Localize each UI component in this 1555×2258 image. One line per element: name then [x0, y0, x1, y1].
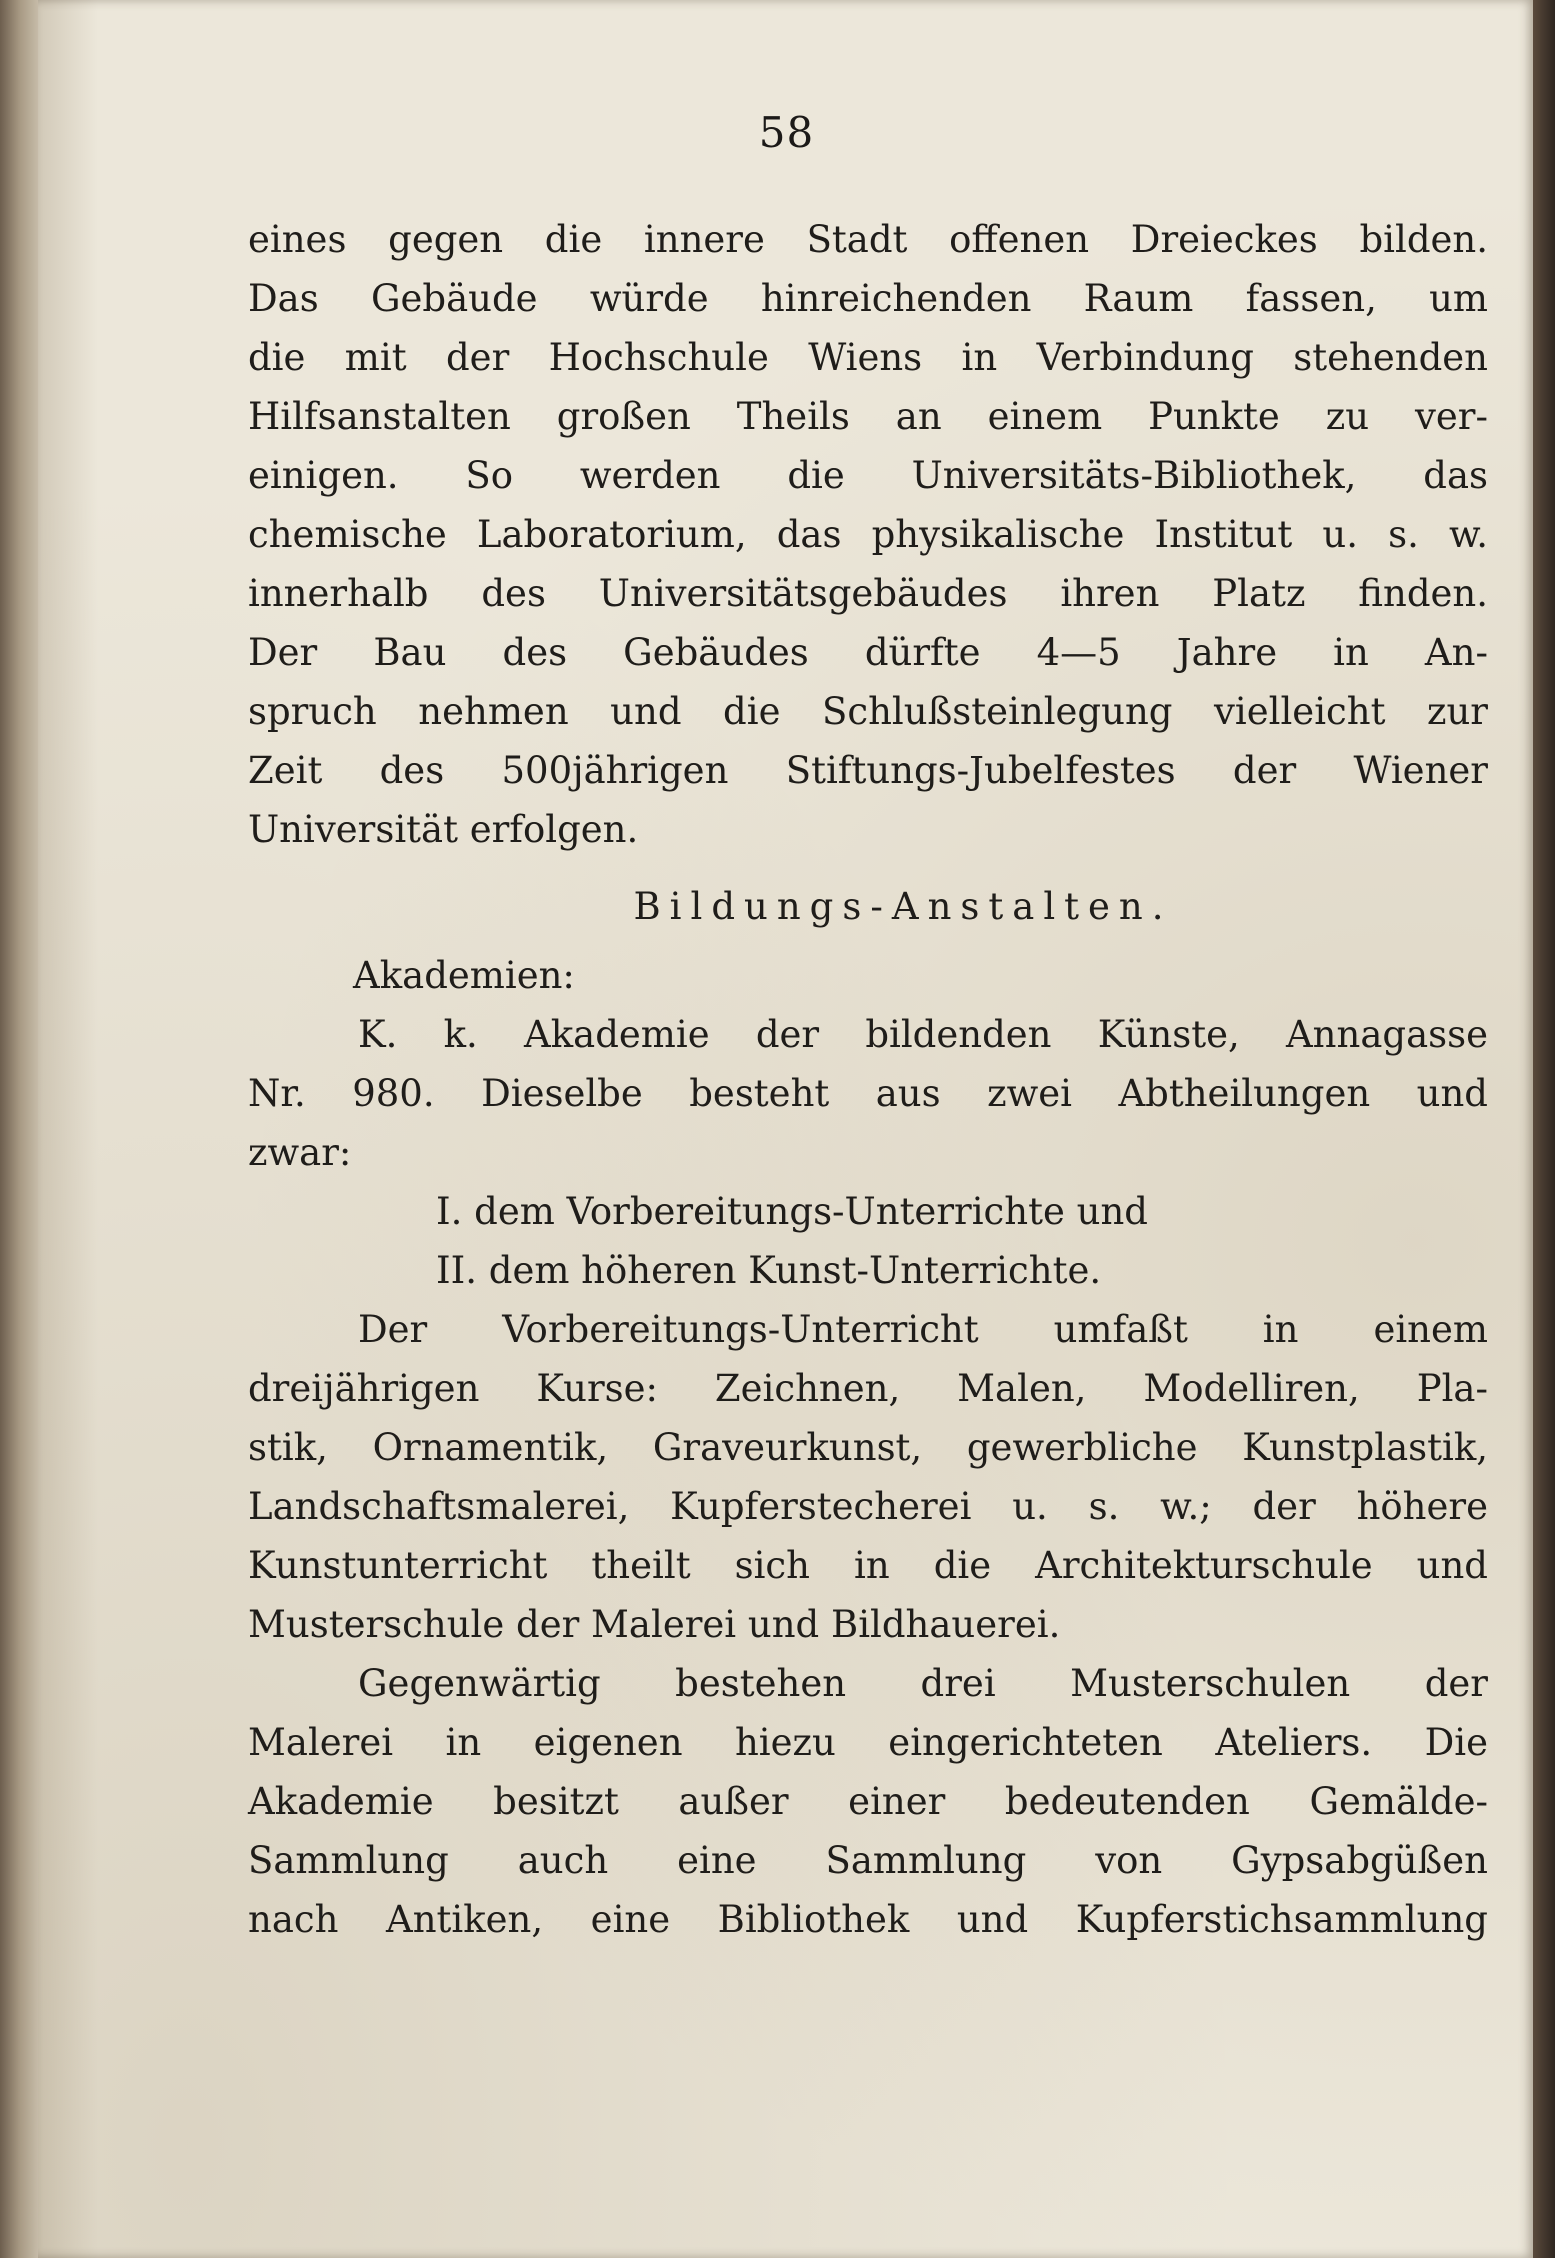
- text-line: dreijährigen Kurse: Zeichnen, Malen, Modelliren, Pla-: [248, 1367, 1488, 1410]
- text-line: stik, Ornamentik, Graveurkunst, gewerbliche Kunstplastik,: [248, 1426, 1488, 1469]
- text-line: Hilfsanstalten großen Theils an einem Punkte zu ver-: [248, 395, 1488, 438]
- text-line: nach Antiken, eine Bibliothek und Kupferstichsammlung: [248, 1898, 1488, 1941]
- text-line: die mit der Hochschule Wiens in Verbindung stehenden: [248, 336, 1488, 379]
- text-line: Universität erfolgen.: [248, 808, 639, 851]
- text-line: Der Bau des Gebäudes dürfte 4—5 Jahre in An-: [248, 631, 1488, 674]
- text-line: Musterschule der Malerei und Bildhauerei.: [248, 1603, 1061, 1646]
- text-line: einigen. So werden die Universitäts-Bibliothek, das: [248, 454, 1488, 497]
- text-line: Nr. 980. Dieselbe besteht aus zwei Abtheilungen und: [248, 1072, 1488, 1115]
- text-line: Das Gebäude würde hinreichenden Raum fassen, um: [248, 277, 1488, 320]
- text-line: Malerei in eigenen hiezu eingerichteten Ateliers. Die: [248, 1721, 1488, 1764]
- section-heading: Bildungs-Anstalten.: [633, 885, 1173, 928]
- text-line: eines gegen die innere Stadt offenen Dreieckes bilden.: [248, 218, 1488, 261]
- text-line: chemische Laboratorium, das physikalische Institut u. s. w.: [248, 513, 1488, 556]
- text-line: zwar:: [248, 1131, 352, 1174]
- list-item: I. dem Vorbereitungs-Unterrichte und: [436, 1190, 1148, 1233]
- page-number: 58: [758, 108, 815, 157]
- text-line: Sammlung auch eine Sammlung von Gypsabgüßen: [248, 1839, 1488, 1882]
- subheading: Akademien:: [353, 954, 575, 997]
- text-line: Landschaftsmalerei, Kupferstecherei u. s. w.; der höhere: [248, 1485, 1488, 1528]
- text-line: Der Vorbereitungs-Unterricht umfaßt in einem: [358, 1308, 1488, 1351]
- body-text: [248, 210, 1488, 1949]
- list-item: II. dem höheren Kunst-Unterrichte.: [436, 1249, 1102, 1292]
- binding-shadow: [1533, 0, 1555, 2258]
- text-line: Gegenwärtig bestehen drei Musterschulen der: [358, 1662, 1488, 1705]
- text-line: spruch nehmen und die Schlußsteinlegung vielleicht zur: [248, 690, 1488, 733]
- text-line: K. k. Akademie der bildenden Künste, Annagasse: [358, 1013, 1488, 1056]
- page-sheet: [38, 0, 1535, 2258]
- text-line: innerhalb des Universitätsgebäudes ihren Platz finden.: [248, 572, 1488, 615]
- text-line: Zeit des 500jährigen Stiftungs-Jubelfestes der Wiener: [248, 749, 1488, 792]
- page-stack-edge: [0, 0, 40, 2258]
- text-line: Kunstunterricht theilt sich in die Architekturschule und: [248, 1544, 1488, 1587]
- text-line: Akademie besitzt außer einer bedeutenden Gemälde-: [248, 1780, 1488, 1823]
